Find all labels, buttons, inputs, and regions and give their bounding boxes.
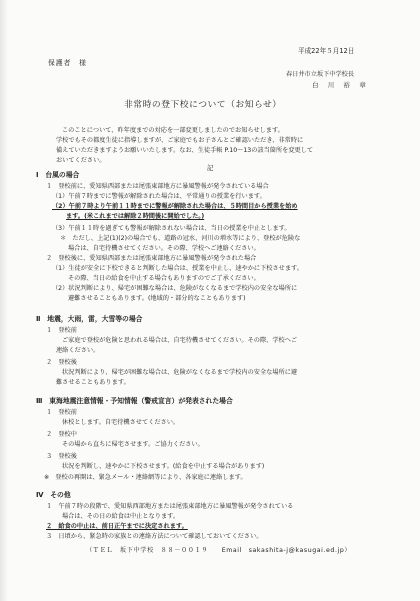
s1-line-6: ＊ ただし、上記(1)(2)の場合でも、道路の冠水、河川の増水等により、登校が危険な <box>60 235 301 242</box>
s1-line-8: ２ 登校後に、愛知県西部または尾張東部地方に暴風警報が発令された場合 <box>46 255 257 262</box>
section-3-heading: Ⅲ 東海地震注意情報・予知情報（警戒宣言）が発表された場合 <box>36 397 233 405</box>
s4-line-4: ３ 日頃から、緊急時の家族との連絡方法について確認しておいてください。 <box>46 533 263 540</box>
s4-line-2: 場合は、その日の給食は中止となります。 <box>62 513 180 520</box>
section-4-heading: Ⅳ その他 <box>36 491 71 499</box>
intro-line-1: このことについて、昨年度までの対応を一部変更しましたのでお知らせします。 <box>62 127 284 134</box>
s2-line-2: ご家庭で登校が危険と思われる場合は、自宅待機させてください。その際、学校へご <box>62 337 298 344</box>
s2-line-5: 状況判断により、帰宅が困難な場合は、危険がなくなるまで学校内の安全な場所に避 <box>62 369 298 376</box>
s1-line-11: （2）状況判断により、帰宅が困難な場合は、危険がなくなるまで学校内の安全な場所に <box>52 285 298 292</box>
s1-line-10: その際、当日の給食を中止する場合もありますのでご了承ください。 <box>68 275 260 282</box>
s1-line-3: （2）午前７時より午前１１時までに警報が解除された場合は、５時間目から授業を始め <box>52 203 298 210</box>
issuer-organization: 春日井市立坂下中学校長 <box>286 71 355 78</box>
issue-date: 平成22年５月12日 <box>298 47 355 55</box>
s3-line-1: １ 登校前 <box>46 409 77 416</box>
s3-line-4: その場から直ちに帰宅させます。ご協力ください。 <box>62 441 204 448</box>
contact-footer: （ＴＥＬ 坂下中学校 ８８－００１９ Email sakashita-j@kasugai.ed.jp） <box>86 547 352 554</box>
s3-line-5: ３ 登校後 <box>46 453 77 460</box>
intro-line-3: 備えていただきますようお願いいたします。なお、生徒手帳 P.10～13の該当箇所を変更して <box>56 147 314 154</box>
s1-line-9: （1）生徒が安全に下校できると判断した場合は、授業を中止し、速やかに下校させます。 <box>52 265 303 272</box>
intro-line-2: 学校でもその都度生徒に指導しますが、ご家庭でもお子さんとご確認いただき、非常時に <box>56 137 304 144</box>
s1-line-7: 場合は、自宅待機させてください。その際、学校へご連絡ください。 <box>68 245 260 252</box>
s2-line-3: 連絡ください。 <box>56 347 100 354</box>
section-2-heading: Ⅱ 地震，大雨，雷，大雪等の場合 <box>36 315 143 323</box>
s1-line-5: （3）午前１１時を過ぎても警報が解除されない場合は、当日の授業を中止とします。 <box>52 225 291 232</box>
s1-line-12: 避難させることもあります。(地域的・部分的なこともあります) <box>68 295 246 302</box>
section-1-heading: Ⅰ 台風の場合 <box>36 171 80 179</box>
s1-line-2: （1）午前７時までに警報が解除された場合は、平常通りの授業を行います。 <box>52 193 266 200</box>
s2-line-6: 難させることもあります。 <box>56 379 130 386</box>
s3-line-6: 状況を判断し、速やかに下校させます。(給食を中止する場合があります) <box>62 463 265 470</box>
s4-line-1: １ 午前７時の段階で、愛知県西部地方または尾張東部地方に暴風警報が発令されている <box>46 503 294 510</box>
s1-line-4: ます。(米これまでは解除２時間後に開始でした。) <box>66 213 205 220</box>
s4-line-3: ２ 給食の中止は、前日正午までに決定されます。 <box>46 523 188 530</box>
s3-line-2: 休校とします。自宅待機させてください。 <box>62 419 180 426</box>
issuer-name: 白 川 裕 章 <box>312 81 368 89</box>
s3-line-7: ※ 登校の再開は、緊急メール・連絡網等により、各家庭に連絡します。 <box>44 474 247 481</box>
ki-marker: 記 <box>207 164 214 172</box>
s2-line-1: １ 登校前 <box>46 327 77 334</box>
intro-line-4: おいてください。 <box>56 157 106 164</box>
scan-edge-shadow <box>0 0 8 601</box>
s3-line-3: ２ 登校中 <box>46 431 77 438</box>
s1-line-1: １ 登校前に、愛知県西部または尾張東部地方に暴風警報が発令されている場合 <box>46 183 269 190</box>
addressee: 保護者 様 <box>48 59 87 67</box>
s2-line-4: ２ 登校後 <box>46 359 77 366</box>
page-title: 非常時の登下校について（お知らせ） <box>124 100 282 110</box>
